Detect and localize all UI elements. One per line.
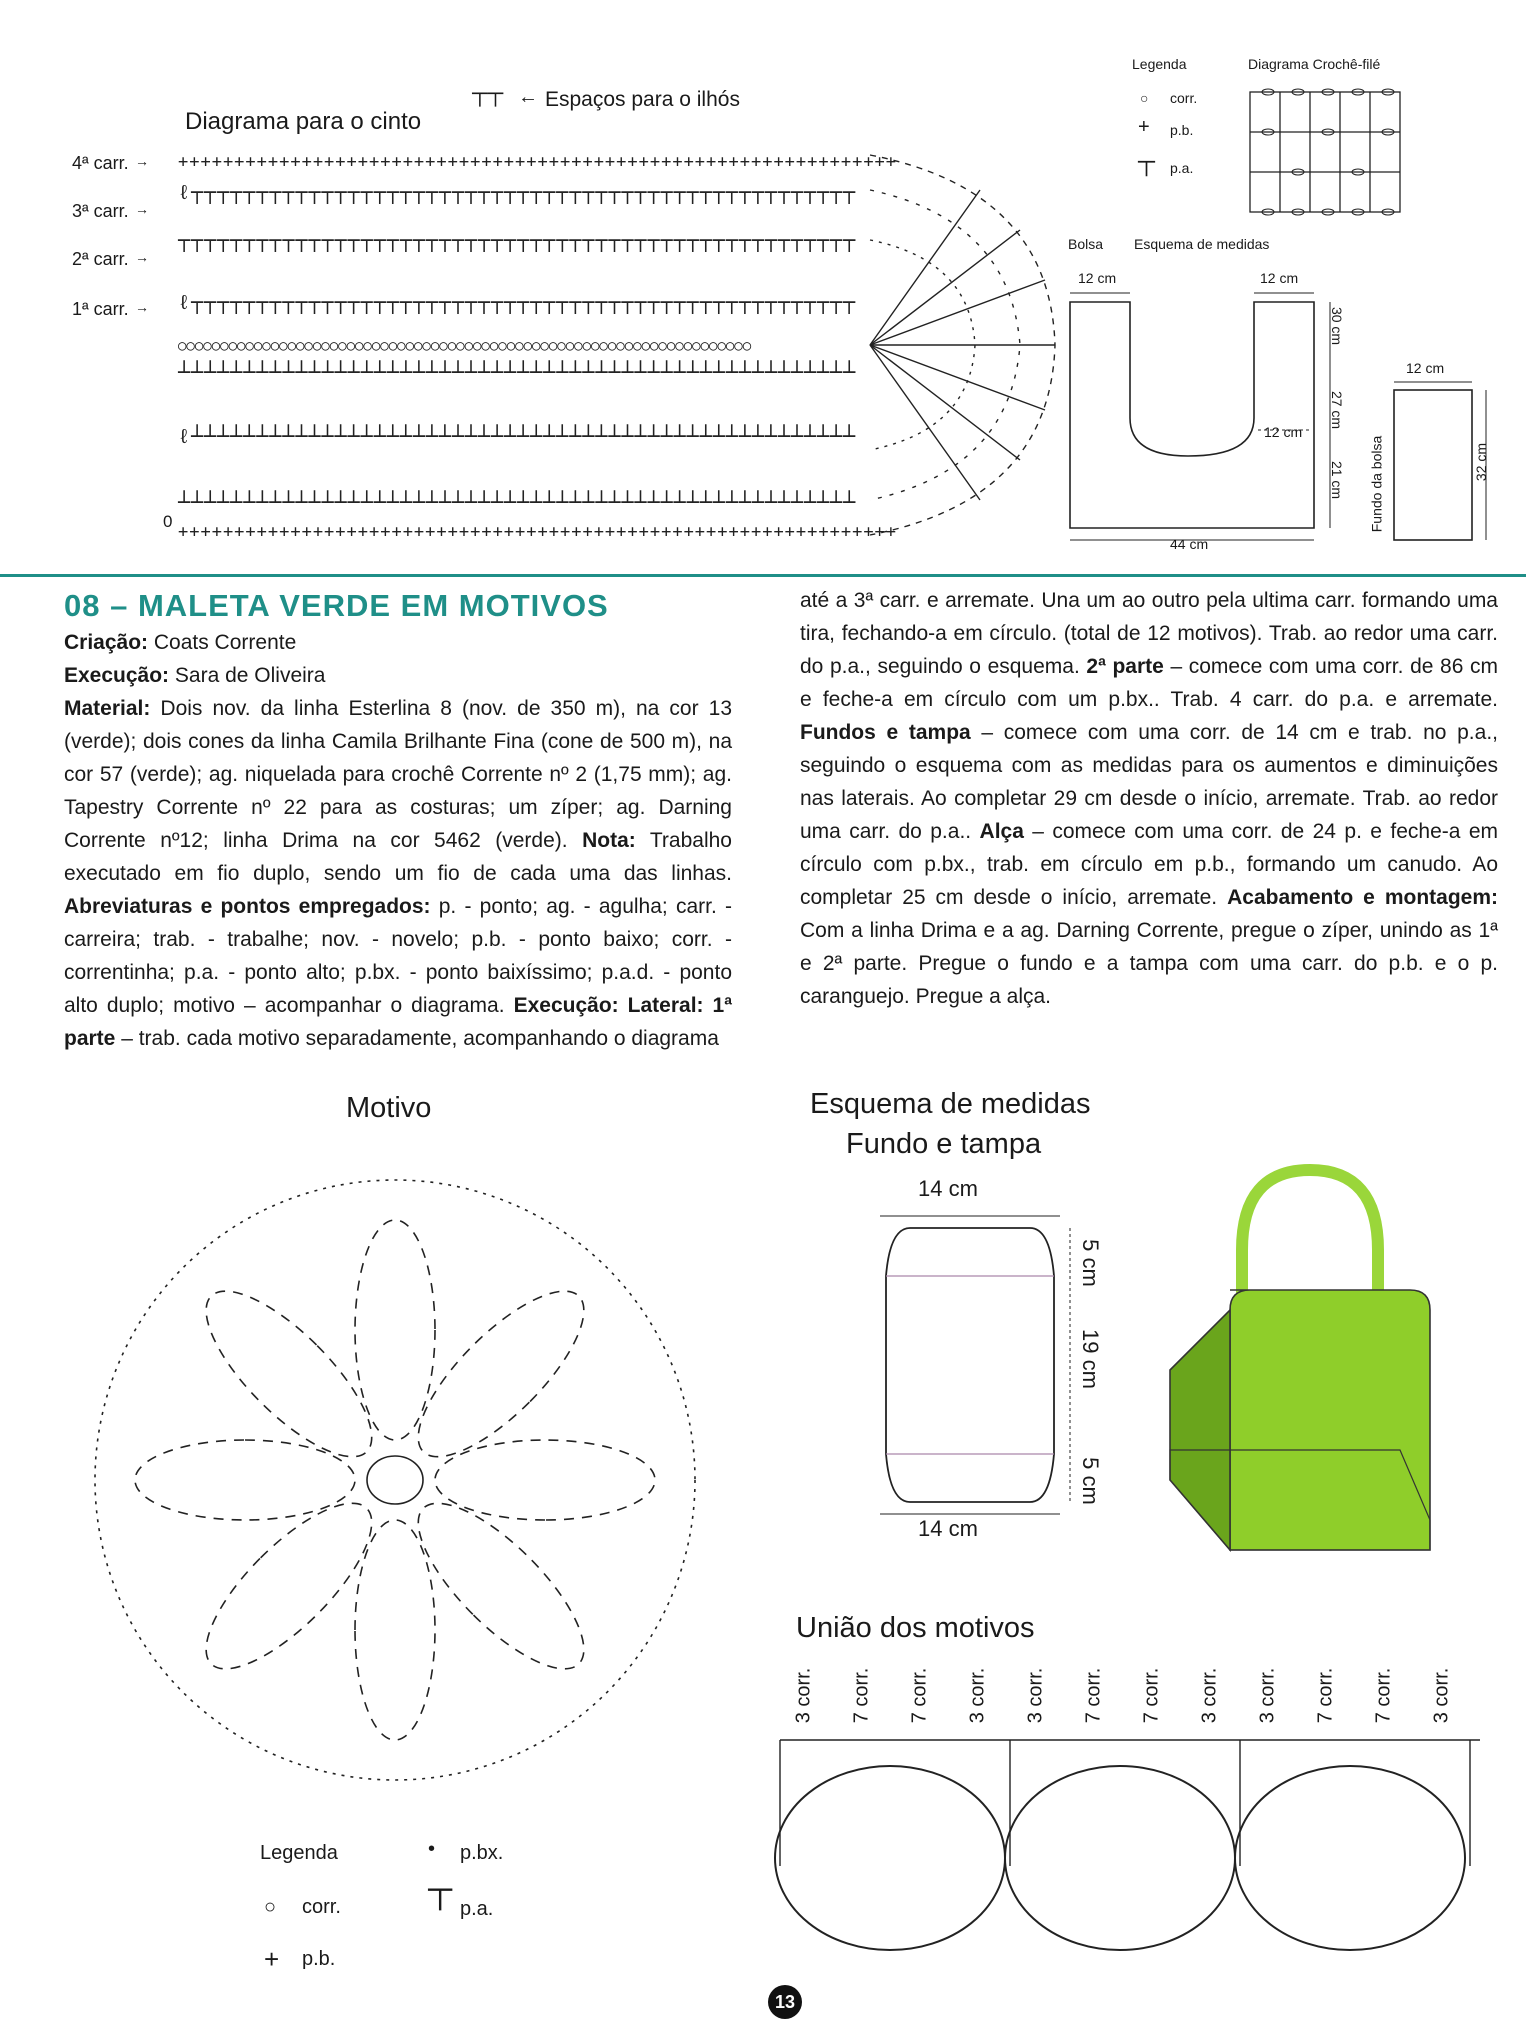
row-arrow: →	[135, 153, 149, 169]
height-21-label: 21 cm	[1329, 460, 1346, 500]
lid-h-top: 5 cm	[1077, 1239, 1103, 1287]
joining-label: 3 corr.	[1024, 1667, 1047, 1724]
motif-legend-pb-label: p.b.	[302, 1948, 336, 1970]
joining-label: 3 corr.	[792, 1667, 815, 1724]
page-number: 13	[768, 1985, 802, 2019]
stitch-row-pa: ℓ┴┴┴┴┴┴┴┴┴┴┴┴┴┴┴┴┴┴┴┴┴┴┴┴┴┴┴┴┴┴┴┴┴┴┴┴┴┴┴┴┴┴┴┴┴┴┴┴┴┴┴	[178, 424, 857, 448]
legend-pa-icon: ┬	[1138, 148, 1156, 175]
material-text: Dois nov. da linha Esterlina 8 (nov. de 350 m), na cor 13 (verde); dois cones da linha Camila Brilhante Fina (cone de 500 m), na cor 57 (verde); ag. niquelada para crochê Corrente nº 2 (1,75 mm); ag. Tapestry Corrente nº 22 para as costuras; um zíper; ag. Darning Corrente nº12; linha Drima na cor 5462 (verde).	[64, 697, 732, 852]
motif-legend-pbx-icon: •	[428, 1838, 436, 1860]
legend-chain-label: corr.	[1170, 90, 1198, 106]
right-width-label: 12 cm	[1260, 270, 1299, 286]
eyelet-note: Espaços para o ilhós	[545, 88, 740, 111]
motif-legend-title: Legenda	[260, 1842, 338, 1864]
article-right-column	[800, 584, 1498, 1013]
stitch-row-pa: ┬┬┬┬┬┬┬┬┬┬┬┬┬┬┬┬┬┬┬┬┬┬┬┬┬┬┬┬┬┬┬┬┬┬┬┬┬┬┬┬┬┬┬┬┬┬┬┬┬┬┬┬	[178, 228, 857, 252]
handle-label: Alça	[979, 820, 1024, 843]
row-arrow: →	[135, 201, 149, 217]
abbrev-text: p. - ponto; ag. - agulha; carr. - carreira; trab. - trabalhe; nov. - novelo; p.b. - ponto baixo; corr. - correntinha; p.a. - ponto alto; p.bx. - ponto baixíssimo; p.a.d. - ponto alto duplo; motivo – acompanhar o diagrama.	[64, 895, 732, 1017]
legend-pb-icon: +	[1138, 116, 1150, 138]
stitch-row-pb: ++++++++++++++++++++++++++++++++++++++++++++++++++++++++++++++++	[178, 522, 898, 542]
start-mark: 0	[163, 512, 173, 531]
bag-scheme-title: Esquema de medidas	[1134, 236, 1270, 252]
joining-label: 7 corr.	[1314, 1667, 1337, 1724]
bottom-height-label: 32 cm	[1473, 442, 1490, 482]
eyelet-symbol: ┬┬	[472, 80, 504, 105]
bag-shape	[1068, 288, 1338, 548]
total-width-label: 44 cm	[1170, 536, 1209, 552]
right-text-1: até a 3ª carr. e arremate. Una um ao outro pela ultima carr. formando uma tira, fechando-a em círculo. (total de 12 motivos). Trab. ao redor uma carr. do p.a., seguindo o esquema.	[800, 589, 1498, 678]
joining-diagram	[770, 1726, 1490, 1986]
joining-label: 3 corr.	[1198, 1667, 1221, 1724]
row-label-4: 4ª carr.	[72, 153, 129, 173]
lid-top-width: 14 cm	[918, 1176, 978, 1201]
creation-value: Coats Corrente	[148, 631, 297, 654]
inner-width-label: 12 cm	[1264, 424, 1303, 440]
joining-label: 7 corr.	[1140, 1667, 1163, 1724]
part2-text: – comece com uma corr. de 86 cm e feche-a em círculo com um p.bx.. Trab. 4 carr. do p.a. e arremate.	[800, 655, 1499, 711]
joining-label: 3 corr.	[966, 1667, 989, 1724]
row-arrow: →	[135, 249, 149, 265]
stitch-row-pb: ++++++++++++++++++++++++++++++++++++++++++++++++++++++++++++++++	[178, 152, 898, 172]
note-label: Nota:	[582, 829, 636, 852]
motif-title: Motivo	[346, 1092, 432, 1124]
joining-label: 7 corr.	[1372, 1667, 1395, 1724]
height-27-label: 27 cm	[1329, 390, 1346, 430]
abbrev-label: Abreviaturas e pontos empregados:	[64, 895, 431, 918]
stitch-row-pa: ℓ┬┬┬┬┬┬┬┬┬┬┬┬┬┬┬┬┬┬┬┬┬┬┬┬┬┬┬┬┬┬┬┬┬┬┬┬┬┬┬┬┬┬┬┬┬┬┬┬┬┬┬	[178, 290, 857, 314]
stitch-row-pa: ┴┴┴┴┴┴┴┴┴┴┴┴┴┴┴┴┴┴┴┴┴┴┴┴┴┴┴┴┴┴┴┴┴┴┴┴┴┴┴┴┴┴┴┴┴┴┴┴┴┴┴┴	[178, 360, 857, 384]
joining-label: 7 corr.	[908, 1667, 931, 1724]
lid-shape	[840, 1206, 1100, 1524]
creation-label: Criação:	[64, 631, 149, 654]
motif-legend-pb-icon: +	[264, 1944, 280, 1974]
material-label: Material:	[64, 697, 151, 720]
legend-pb-label: p.b.	[1170, 122, 1194, 138]
lid-bottom-width: 14 cm	[918, 1516, 978, 1541]
bag-illustration	[1160, 1160, 1450, 1560]
stitch-row-pa: ℓ┬┬┬┬┬┬┬┬┬┬┬┬┬┬┬┬┬┬┬┬┬┬┬┬┬┬┬┬┬┬┬┬┬┬┬┬┬┬┬┬┬┬┬┬┬┬┬┬┬┬┬	[178, 180, 857, 204]
chain-row: ○○○○○○○○○○○○○○○○○○○○○○○○○○○○○○○○○○○○○○○○○○○○○○○○○○○○○○○○○○○○○○○○○○○○	[178, 338, 752, 354]
eyelet-arrow: ←	[518, 86, 538, 108]
motif-legend-pa-icon: ┬	[428, 1870, 453, 1908]
stitch-row-pa: ┴┴┴┴┴┴┴┴┴┴┴┴┴┴┴┴┴┴┴┴┴┴┴┴┴┴┴┴┴┴┴┴┴┴┴┴┴┴┴┴┴┴┴┴┴┴┴┴┴┴┴┴	[178, 490, 857, 514]
bottom-label: Fundo da bolsa	[1368, 435, 1385, 533]
section-divider	[0, 574, 1526, 577]
finish-label: Acabamento e montagem:	[1227, 886, 1498, 909]
row-arrow: →	[135, 299, 149, 315]
finish-text: Com a linha Drima e a ag. Darning Corrente, pregue o zíper, unindo as 1ª e 2ª parte. Pregue o fundo e a tampa com uma carr. do p.b. e o p. caranguejo. Pregue a alça.	[800, 919, 1498, 1008]
joining-labels	[776, 1656, 1496, 1736]
motif-diagram	[60, 1140, 760, 1820]
left-width-label: 12 cm	[1078, 270, 1117, 286]
note-text: Trabalho executado em fio duplo, sendo um fio de cada uma das linhas.	[64, 829, 732, 885]
motif-legend-pbx-label: p.bx.	[460, 1842, 504, 1864]
row-label-2: 2ª carr.	[72, 249, 129, 269]
execution-value: Sara de Oliveira	[169, 664, 326, 687]
legend-pa-label: p.a.	[1170, 160, 1194, 176]
bag-label: Bolsa	[1068, 236, 1104, 252]
file-diagram-title: Diagrama Crochê-filé	[1248, 56, 1381, 72]
motif-legend-pa-label: p.a.	[460, 1898, 494, 1920]
lid-h-bottom: 5 cm	[1077, 1457, 1103, 1505]
legend-title: Legenda	[1132, 56, 1187, 72]
joining-label: 3 corr.	[1256, 1667, 1279, 1724]
joining-label: 7 corr.	[1082, 1667, 1105, 1724]
lid-h-mid: 19 cm	[1077, 1329, 1103, 1389]
row-label-3: 3ª carr.	[72, 201, 129, 221]
bottom-lid-label: Fundos e tampa	[800, 721, 971, 744]
article-left-column	[64, 626, 732, 1055]
belt-rounded-end	[860, 150, 1070, 540]
joining-label: 7 corr.	[850, 1667, 873, 1724]
file-diagram	[1248, 84, 1408, 224]
article-title: 08 – MALETA VERDE EM MOTIVOS	[64, 588, 609, 623]
motif-legend-chain-icon: ○	[264, 1896, 277, 1918]
bottom-lid-text: – comece com uma corr. de 14 cm e trab. no p.a., seguindo o esquema com as medidas para os aumentos e diminuições nas laterais. Ao completar 29 cm desde o início, arremate. Trab. ao redor uma carr. do p.a..	[800, 721, 1498, 843]
handle-text: – comece com uma corr. de 24 p. e feche-a em círculo com p.bx., trab. em círculo em p.b., formando um canudo. Ao completar 25 cm desde o início, arremate.	[800, 820, 1498, 909]
part2-label: 2ª parte	[1086, 655, 1164, 678]
legend-chain-icon: ○	[1140, 90, 1149, 106]
height-30-label: 30 cm	[1329, 306, 1346, 346]
bottom-width-label: 12 cm	[1406, 360, 1445, 376]
lid-scheme-title: Esquema de medidas	[810, 1088, 1091, 1120]
row-label-1: 1ª carr.	[72, 299, 129, 319]
exec-text: – trab. cada motivo separadamente, acompanhando o diagrama	[115, 1027, 719, 1050]
joining-label: 3 corr.	[1430, 1667, 1453, 1724]
execution-label: Execução:	[64, 664, 170, 687]
exec-label: Execução: Lateral: 1ª parte	[64, 994, 733, 1050]
motif-legend-chain-label: corr.	[302, 1896, 341, 1918]
lid-scheme-subtitle: Fundo e tampa	[846, 1128, 1042, 1160]
joining-title: União dos motivos	[796, 1612, 1035, 1644]
belt-diagram-title: Diagrama para o cinto	[185, 108, 422, 135]
